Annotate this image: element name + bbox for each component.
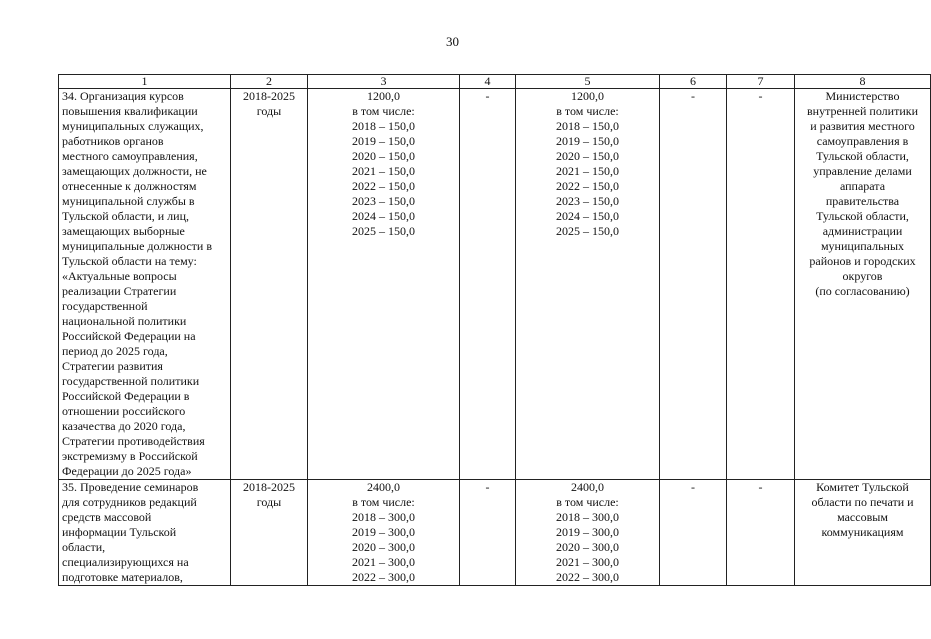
funding-line: 2019 – 150,0 [352,134,415,148]
description-line: замещающих выборные [62,224,185,238]
executor-line: аппарата [839,179,886,193]
executor-line: массовым [837,510,888,524]
funding-line: 2023 – 150,0 [352,194,415,208]
description-line: повышения квалификации [62,104,198,118]
funding-line: 2019 – 150,0 [556,134,619,148]
column-number: 1 [59,75,231,89]
executor-line: правительства [825,194,900,208]
description-line: государственной [62,299,148,313]
column-6-cell: - [660,89,727,480]
funding-line: в том числе: [556,104,619,118]
measure-description-cell [59,480,231,586]
funding-line: 2019 – 300,0 [352,525,415,539]
executor-line: Тульской области, [816,209,909,223]
description-line: государственной политики [62,374,200,388]
description-line: отношении российского [62,404,186,418]
funding-line: 2020 – 300,0 [556,540,619,554]
funding-line: 2018 – 150,0 [352,119,415,133]
executor-line: внутренней политики [807,104,918,118]
total-funding-cell [308,89,460,480]
executor-cell [795,480,931,586]
executor-line: и развития местного [810,119,915,133]
column-7-cell: - [727,480,795,586]
funding-line: 2021 – 150,0 [556,164,619,178]
funding-line: в том числе: [352,104,415,118]
description-line: казачества до 2020 года, [62,419,186,433]
column-4-cell: - [460,480,516,586]
executor-line: области по печати и [811,495,914,509]
column-7-cell: - [727,89,795,480]
funding-line: 2022 – 150,0 [556,179,619,193]
description-line: Федерации до 2025 года» [62,464,192,478]
description-line: экстремизму в Российской [62,449,198,463]
executor-line: Тульской области, [816,149,909,163]
executor-line: муниципальных [820,239,905,253]
funding-line: 2024 – 150,0 [352,209,415,223]
funding-line: 1200,0 [571,89,604,103]
executor-line: районов и городских [809,254,916,268]
period-cell [231,480,308,586]
description-line: муниципальной службы в [62,194,195,208]
column-number: 3 [308,75,460,89]
description-line: подготовке материалов, [62,570,183,584]
funding-line: 2025 – 150,0 [556,224,619,238]
funding-line: 2021 – 300,0 [352,555,415,569]
funding-line: 2022 – 300,0 [556,570,619,584]
column-6-cell: - [660,480,727,586]
funding-line: 2400,0 [367,480,400,494]
table-row [59,480,931,586]
measure-description-cell [59,89,231,480]
funding-line: 2021 – 150,0 [352,164,415,178]
description-line: отнесенные к должностям [62,179,197,193]
page-number: 30 [446,34,459,49]
column-number: 6 [660,75,727,89]
description-line: Российской Федерации на [62,329,196,343]
period-line: годы [256,495,282,509]
executor-line: самоуправления в [816,134,909,148]
description-line: «Актуальные вопросы [62,269,177,283]
column-number: 4 [460,75,516,89]
description-line: Тульской области, и лиц, [62,209,190,223]
measures-table [58,74,931,586]
table-row [59,89,931,480]
column-number: 7 [727,75,795,89]
funding-line: 2018 – 300,0 [556,510,619,524]
description-line: национальной политики [62,314,187,328]
description-line: 34. Организация курсов [62,89,184,103]
description-line: области, [62,540,106,554]
funding-line: 1200,0 [367,89,400,103]
period-line: 2018-2025 [243,480,295,494]
executor-cell [795,89,931,480]
funding-line: 2020 – 300,0 [352,540,415,554]
funding-line: 2025 – 150,0 [352,224,415,238]
funding-line: 2022 – 150,0 [352,179,415,193]
description-line: муниципальные должности в [62,239,213,253]
description-line: Российской Федерации в [62,389,190,403]
executor-line: администрации [822,224,903,238]
funding-line: 2020 – 150,0 [352,149,415,163]
description-line: Тульской области на тему: [62,254,197,268]
description-line: местного самоуправления, [62,149,198,163]
executor-line: Комитет Тульской [816,480,909,494]
column-number: 8 [795,75,931,89]
funding-line: в том числе: [352,495,415,509]
executor-line: (по согласованию) [815,284,910,298]
description-line: реализации Стратегии [62,284,177,298]
executor-line: Министерство [825,89,900,103]
period-cell [231,89,308,480]
description-line: информации Тульской [62,525,177,539]
description-line: средств массовой [62,510,152,524]
column-5-cell [516,89,660,480]
executor-line: округов [842,269,883,283]
funding-line: 2023 – 150,0 [556,194,619,208]
executor-line: коммуникациям [821,525,904,539]
column-number: 5 [516,75,660,89]
executor-line: управление делами [813,164,912,178]
funding-line: 2020 – 150,0 [556,149,619,163]
funding-line: 2018 – 150,0 [556,119,619,133]
description-line: работников органов [62,134,164,148]
column-number-row [59,75,931,89]
description-line: Стратегии развития [62,359,163,373]
description-line: Стратегии противодействия [62,434,205,448]
period-line: 2018-2025 [243,89,295,103]
total-funding-cell [308,480,460,586]
description-line: специализирующихся на [62,555,189,569]
funding-line: в том числе: [556,495,619,509]
period-line: годы [256,104,282,118]
funding-line: 2400,0 [571,480,604,494]
description-line: 35. Проведение семинаров [62,480,199,494]
funding-line: 2022 – 300,0 [352,570,415,584]
description-line: муниципальных служащих, [62,119,204,133]
description-line: период до 2025 года, [62,344,168,358]
description-line: замещающих должности, не [62,164,207,178]
funding-line: 2021 – 300,0 [556,555,619,569]
column-4-cell: - [460,89,516,480]
funding-line: 2024 – 150,0 [556,209,619,223]
description-line: для сотрудников редакций [62,495,197,509]
funding-line: 2019 – 300,0 [556,525,619,539]
column-5-cell [516,480,660,586]
column-number: 2 [231,75,308,89]
funding-line: 2018 – 300,0 [352,510,415,524]
